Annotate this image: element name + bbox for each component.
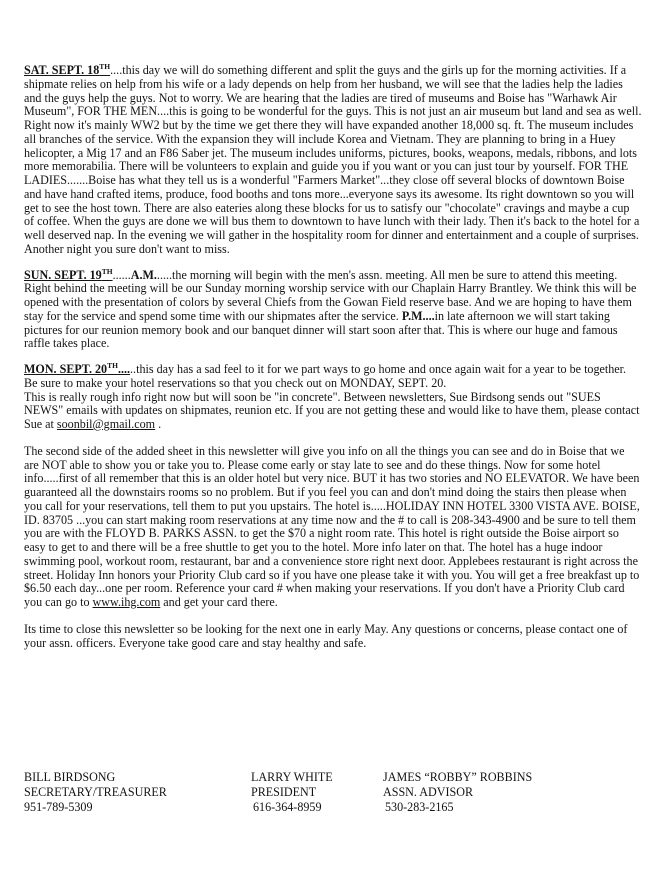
saturday-heading xyxy=(24,63,110,77)
monday-heading-sup: TH xyxy=(107,361,118,370)
sunday-body-afternoon: in late afternoon we will start taking pictures for our reunion memory book and our banquet dinner will start soon after that. This is where our huge and famous raffle takes place. xyxy=(24,308,618,351)
signature-advisor xyxy=(383,770,532,815)
sunday-section xyxy=(24,266,642,352)
signature-secretary xyxy=(24,770,167,815)
signature-title: ASSN. ADVISOR xyxy=(383,785,474,799)
closing-paragraph: Its time to close this newsletter so be looking for the next one in early May. Any questions or concerns, please contact one of your assn. officers. Everyone take good care and stay healthy and safe. xyxy=(24,621,628,650)
signature-name: BILL BIRDSONG xyxy=(24,770,116,784)
sue-email-link[interactable]: soonbil@gmail.com xyxy=(56,417,156,431)
signature-name: JAMES “ROBBY” ROBBINS xyxy=(383,770,533,784)
sunday-am-prefix: ...... xyxy=(112,267,131,282)
signature-title: SECRETARY/TREASURER xyxy=(24,785,167,799)
ihg-website-link[interactable]: www.ihg.com xyxy=(92,595,161,609)
sunday-body-morning: .....the morning will begin with the men's assn. meeting. All men be sure to attend this meeting. Right behind the meeting will be our Sunday morning worship service with our Chaplain Harry Brantley. We think this will be opened with the presentation of colors by several Chiefs from the Gowan Field reserve base. And we are hoping to have them stay for the service and spend some time with our shipmates after the service. xyxy=(24,267,637,323)
saturday-section xyxy=(24,64,642,257)
signature-phone: 530-283-2165 xyxy=(385,800,454,814)
monday-heading xyxy=(24,362,130,376)
sunday-heading-sup: TH xyxy=(101,266,113,276)
hotel-text-end: and get your card there. xyxy=(160,595,278,609)
monday-body-news: This is really rough info right now but will soon be "in concrete". Between newsletters, Sue Birdsong sends out "SUES NEWS" emails with updates on shipmates, reunion etc. If you are not getting these and would like to have them, please contact Sue at xyxy=(24,389,640,431)
saturday-heading-sup: TH xyxy=(99,62,111,71)
sunday-am-label: A.M. xyxy=(130,267,157,282)
hotel-paragraph xyxy=(24,445,642,610)
monday-heading-text: MON. SEPT. 20 xyxy=(24,362,108,376)
sunday-heading xyxy=(24,268,113,282)
signature-president xyxy=(251,770,333,815)
monday-section xyxy=(24,363,642,432)
newsletter-page xyxy=(24,64,642,650)
signature-title: PRESIDENT xyxy=(251,785,317,799)
signature-phone: 951-789-5309 xyxy=(24,800,93,814)
monday-body: ..this day has a sad feel to it for we part ways to go home and once again wait for a year to be together. Be sure to make your hotel reservations so that you check out on MONDAY, SEPT. 20. xyxy=(24,362,627,390)
monday-heading-tail: .... xyxy=(117,362,131,376)
signature-phone: 616-364-8959 xyxy=(253,800,322,814)
sunday-pm-label: P.M.... xyxy=(401,308,435,323)
saturday-body: ....this day we will do something different and split the guys and the girls up for the morning activities. If a shipmate relies on help from his wife or a lady depends on help from her husband, we will see that the ladies help the ladies and the guys help the guys. Not to worry. We are hearing that the ladies are tired of museums and Boise has "Warhawk Air Museum", FOR THE MEN....this is going to be wonderful for the guys. This is not just an air museum but land and sea as well. Right now it's mainly WW2 but by the time we get there they will have expanded another 18,000 sq. ft. The museum includes all branches of the service. With the expansion they will include Korea and Vietnam. They are planning to bring in a Huey helicopter, a Mig 17 and an F86 Saber jet. The museum includes uniforms, pictures, books, weapons, medals, ribbons, and lots more memorabilia. There will be volunteers to explain and guide you if you want or you can just tour by yourself. FOR THE LADIES.......Boise has what they tell us is a wonderful "Farmers Market"...they close off several blocks of downtown Boise and have hand crafted items, produce, food booths and tons more...everyone says its awesome. Its right downtown so you will get to see the host town. There are also eateries along these blocks for us to satisfy our "chocolate" cravings and maybe a cup of coffee. When the guys are done we will bus them to downtown to have lunch with their lady. Then it's back to the hotel for a well deserved nap. In the evening we will gather in the hospitality room for dinner and entertainment and a couple of surprises. Another night you sure don't want to miss. xyxy=(24,63,642,256)
sunday-heading-text: SUN. SEPT. 19 xyxy=(24,267,102,282)
monday-body-end: . xyxy=(155,417,162,431)
hotel-text-main: The second side of the added sheet in this newsletter will give you info on all the things you can see and do in Boise that we are NOT able to show you or take you to. Please come early or stay late to see and do these things. Now for some hotel info.....first of all remember that this is an older hotel but very nice. BUT it has two stories and NO ELEVATOR. We have been guaranteed all the downstairs rooms so no problem. But if you feel you can and don't mind doing the stairs then please when you call for your reservations, tell them to put you upstairs. The hotel is.....HOLIDAY INN HOTEL 3300 VISTA AVE. BOISE, ID. 83705 ...you can start making room reservations at any time now and the # to call is 208-343-4900 and be sure to tell them you are with the FLOYD B. PARKS ASSN. to get the $70 a night room rate. This hotel is right outside the Boise airport so easy to get to and there will be a free shuttle to get you to the hotel. More info later on that. The hotel has a huge indoor swimming pool, workout room, restaurant, bar and a convenience store right next door. Applebees restaurant is right across the street. Holiday Inn honors your Priority Club card so if you have one please take it with you. You will get a free breakfast up to $6.50 each day...one per room. Reference your card # when making your reservations. If you don't have a Priority Club card you can go to xyxy=(24,443,640,609)
signature-name: LARRY WHITE xyxy=(251,770,333,784)
saturday-heading-text: SAT. SEPT. 18 xyxy=(24,63,100,77)
